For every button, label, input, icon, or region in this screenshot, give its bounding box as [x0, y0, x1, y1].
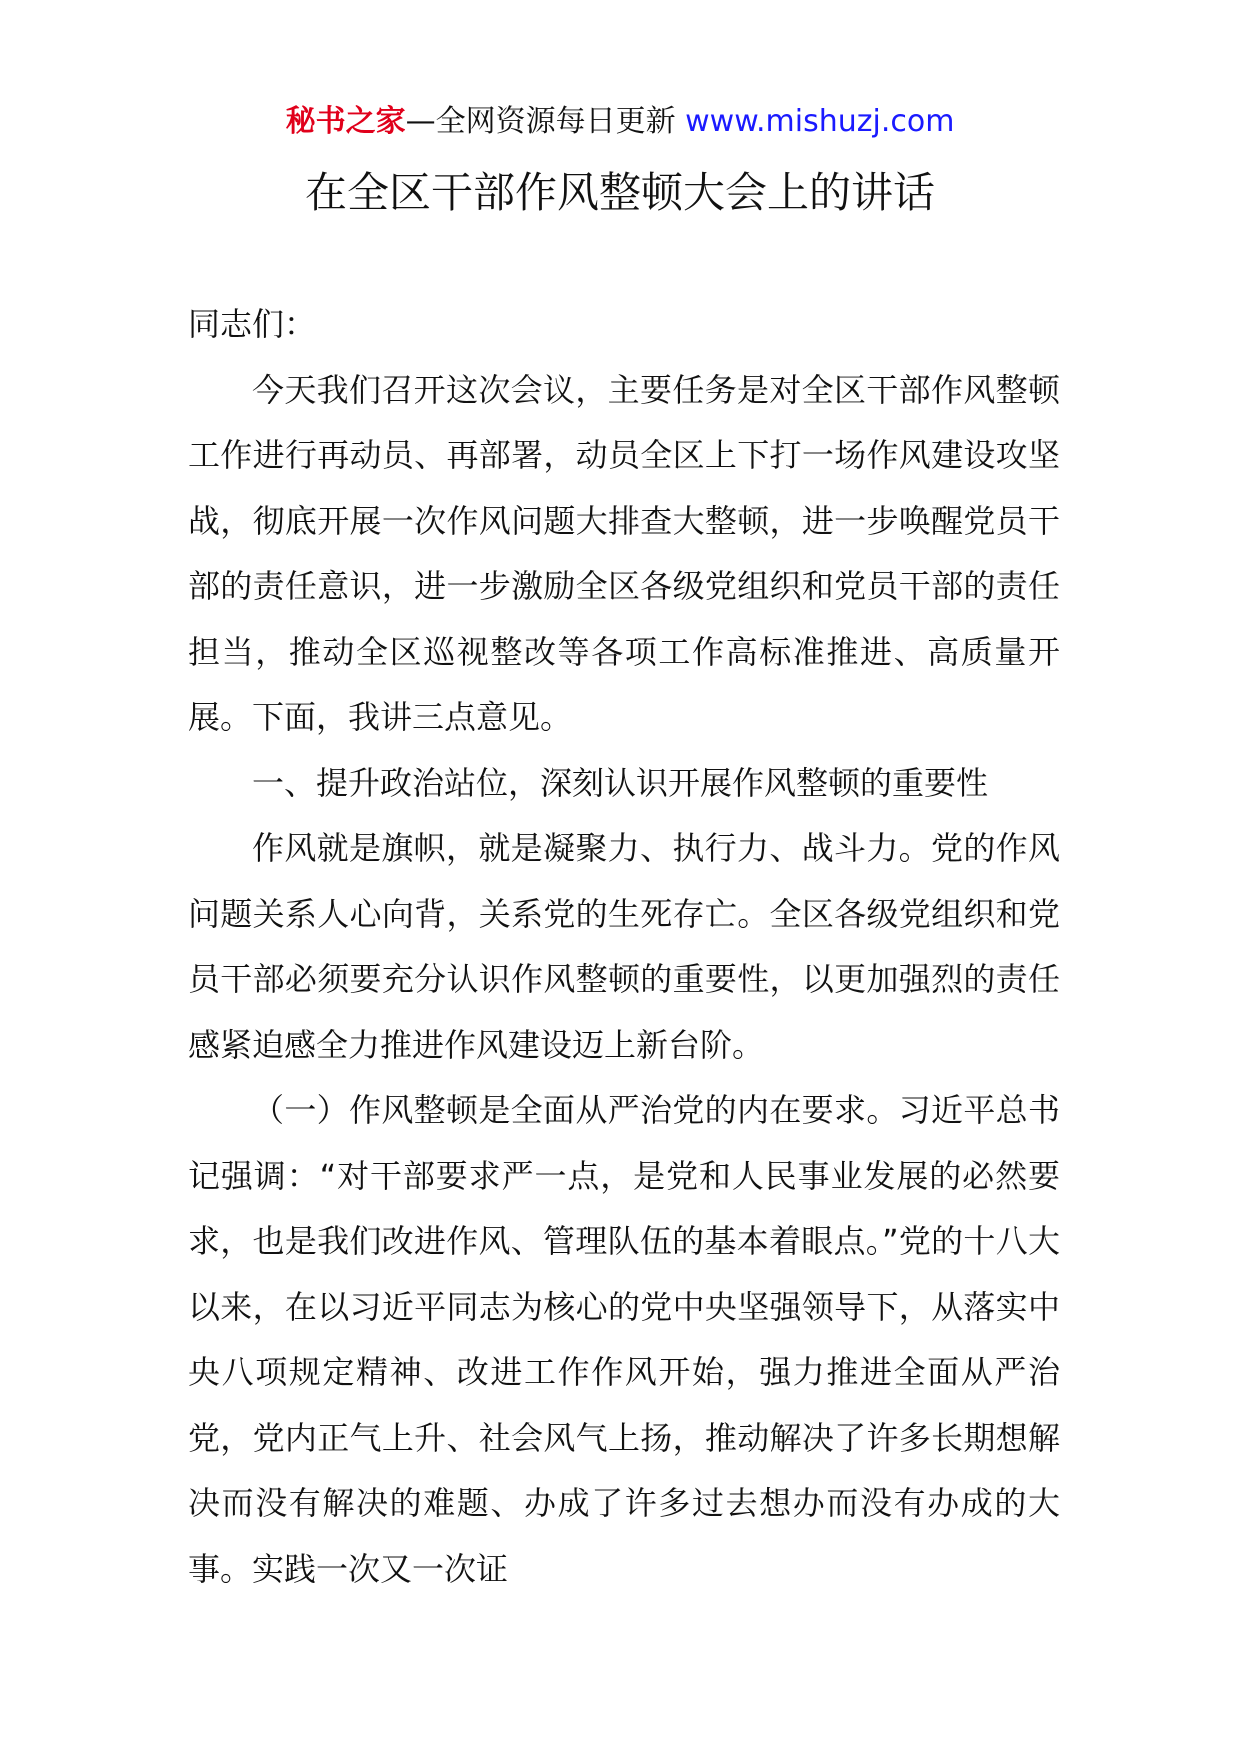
paragraph-subsection-1: （一）作风整顿是全面从严治党的内在要求。习近平总书记强调：“对干部要求严一点，是党和人民事业发展的必然要求，也是我们改进作风、管理队伍的基本着眼点。”党的十八大以来，在以习近平同志为核心的党中央坚强领导下，从落实中央八项规定精神、改进工作作风开始，强力推进全面从严治党，党内正气上升、社会风气上扬，推动解决了许多长期想解决而没有解决的难题、办成了许多过去想办而没有办成的大事。实践一次又一次证: [188, 1091, 1060, 1588]
site-header: [0, 100, 1240, 144]
section-heading-1: 一、提升政治站位，深刻认识开展作风整顿的重要性: [252, 763, 989, 802]
site-url-link[interactable]: www.mishuzj.com: [685, 104, 955, 139]
paragraph-section-1: 作风就是旗帜，就是凝聚力、执行力、战斗力。党的作风问题关系人心向背，关系党的生死存亡。全区各级党组织和党员干部必须要充分认识作风整顿的重要性，以更加强烈的责任感紧迫感全力推进作风建设迈上新台阶。: [188, 829, 1060, 1064]
paragraph-intro: 今天我们召开这次会议，主要任务是对全区干部作风整顿工作进行再动员、再部署，动员全区上下打一场作风建设攻坚战，彻底开展一次作风问题大排查大整顿，进一步唤醒党员干部的责任意识，进一步激励全区各级党组织和党员干部的责任担当，推动全区巡视整改等各项工作高标准推进、高质量开展。下面，我讲三点意见。: [188, 370, 1060, 736]
site-tagline: —全网资源每日更新: [405, 104, 676, 139]
site-brand: 秘书之家: [285, 104, 406, 139]
document-title: 在全区干部作风整顿大会上的讲话: [304, 168, 935, 217]
salutation: 同志们：: [188, 305, 317, 343]
document-body: [188, 292, 1060, 1602]
